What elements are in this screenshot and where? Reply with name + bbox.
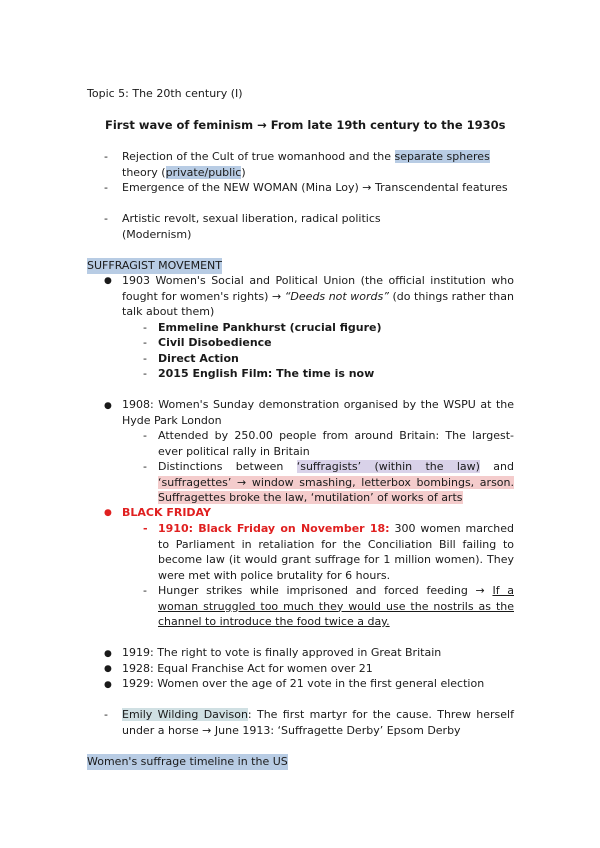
highlight-separate-spheres: separate spheres	[394, 150, 490, 163]
highlight-davison: Emily Wilding Davison	[122, 708, 248, 721]
dash-marker: -	[143, 522, 148, 535]
bullet-dot: ●	[104, 649, 112, 659]
underlined-forced-feeding: If a woman struggled too much they would use the nostrils as the channel to introduce the food twice a day.	[158, 584, 514, 628]
dash-marker: -	[143, 460, 147, 473]
intro-item-separate-spheres: Rejection of the Cult of true womanhood and the separate spheres	[122, 150, 490, 163]
highlight-private-public: private/public	[165, 166, 242, 179]
bullet-dot-red: ●	[104, 508, 112, 518]
bullet-1929: 1929: Women over the age of 21 vote in the first general election	[122, 677, 485, 690]
sub-black-friday-1910: 1910: Black Friday on November 18: 300 women marched to Parliament in retaliation for the Conciliation Bill failing to become law (it would grant suffrage for 1 million women). They were met with police brutality for 6 hours.	[158, 522, 514, 582]
sub-hunger-strikes: Hunger strikes while imprisoned and forced feeding → If a woman struggled too much they would use the nostrils as the channel to introduce the food twice a day.	[158, 584, 514, 628]
dash-marker: -	[143, 321, 147, 334]
highlight-suffragists: ‘suffragists’ (within the law)	[296, 460, 480, 473]
dash-marker: -	[104, 708, 108, 721]
sub-direct-action: Direct Action	[158, 352, 239, 365]
topic-title: Topic 5: The 20th century (I)	[87, 87, 243, 100]
bullet-1903-wspu: 1903 Women's Social and Political Union (the official institution who fought for women's rights) → “Deeds not words” (do things rather than talk about them)	[122, 274, 514, 318]
intro-item-modernism: (Modernism)	[122, 228, 192, 241]
dash-marker: -	[143, 336, 147, 349]
intro-item-artistic-revolt: Artistic revolt, sexual liberation, radical politics	[122, 212, 381, 225]
bullet-dot: ●	[104, 680, 112, 690]
bullet-dot: ●	[104, 401, 112, 411]
bullet-1908-womens-sunday: 1908: Women's Sunday demonstration organised by the WSPU at the Hyde Park London	[122, 398, 514, 427]
dash-marker: -	[104, 150, 108, 163]
intro-item-new-woman: Emergence of the NEW WOMAN (Mina Loy) → Transcendental features	[122, 181, 508, 194]
bullet-dot: ●	[104, 664, 112, 674]
bullet-dot: ●	[104, 276, 112, 286]
sub-pankhurst: Emmeline Pankhurst (crucial figure)	[158, 321, 382, 334]
dash-marker: -	[104, 181, 108, 194]
bullet-1928: 1928: Equal Franchise Act for women over 21	[122, 662, 373, 675]
dash-marker: -	[143, 352, 147, 365]
dash-marker: -	[143, 367, 147, 380]
dash-marker: -	[143, 584, 147, 597]
black-friday-heading: BLACK FRIDAY	[122, 506, 211, 519]
sub-attendance: Attended by 250.00 people from around Britain: The largest-ever political rally in Britain	[158, 429, 514, 458]
section-title-suffragist: SUFFRAGIST MOVEMENT	[87, 259, 223, 272]
page-heading: First wave of feminism → From late 19th century to the 1930s	[105, 118, 506, 132]
sub-civil-disobedience: Civil Disobedience	[158, 336, 272, 349]
sub-suffragists-vs-suffragettes: Distinctions between ‘suffragists’ (within the law) and ‘suffragettes’ → window smashing, letterbox bombings, arson. Suffragettes broke the law, ‘mutilation’ of works of arts	[158, 460, 515, 504]
intro-item-separate-spheres-cont: theory (private/public)	[122, 166, 246, 179]
highlight-suffragettes: ‘suffragettes’ → window smashing, letterbox bombings, arson. Suffragettes broke the law, ‘mutilation’ of works of arts	[158, 475, 514, 504]
section-title-us-timeline: Women's suffrage timeline in the US	[87, 755, 288, 768]
bullet-1919: 1919: The right to vote is finally approved in Great Britain	[122, 646, 442, 659]
dash-marker: -	[143, 429, 147, 442]
dash-marker: -	[104, 212, 108, 225]
item-emily-davison: Emily Wilding Davison: The first martyr for the cause. Threw herself under a horse → June 1913: ‘Suffragette Derby’ Epsom Derby	[122, 708, 514, 737]
sub-film: 2015 English Film: The time is now	[158, 367, 375, 380]
